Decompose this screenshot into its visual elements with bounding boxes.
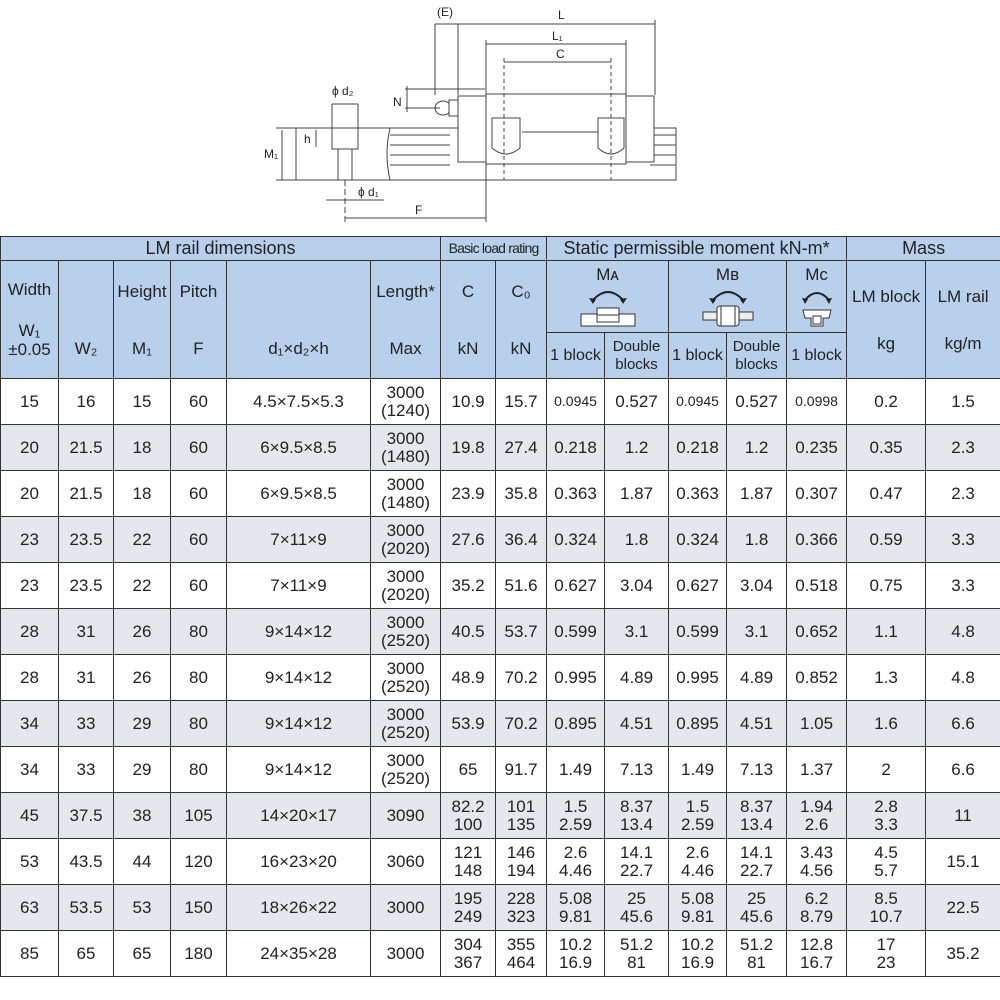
cell-f: 60 [171,425,227,471]
moment-pitch-icon [577,284,639,328]
cell-w2: 16 [59,379,114,425]
dim-label-c: C [556,47,565,61]
cell-c: 304 367 [441,931,496,977]
cell-ma1: 0.0945 [547,379,605,425]
cell-mb2: 4.89 [727,655,787,701]
cell-f: 80 [171,609,227,655]
cell-f: 60 [171,379,227,425]
col-mb-1-block: 1 block [669,333,727,379]
cell-blk: 1.3 [847,655,926,701]
cell-blk: 2.8 3.3 [847,793,926,839]
cell-ma1: 0.627 [547,563,605,609]
cell-ma2: 1.8 [605,517,669,563]
dim-label-n: N [393,95,402,109]
cell-w1: 28 [1,655,59,701]
cell-mb1: 1.5 2.59 [669,793,727,839]
table-row [1,379,1000,425]
cell-dims: 9×14×12 [227,701,371,747]
table-row [1,701,1000,747]
cell-w1: 23 [1,563,59,609]
cell-w2: 37.5 [59,793,114,839]
dim-label-l1: L₁ [552,29,563,43]
cell-blk: 1.6 [847,701,926,747]
cell-ma1: 10.2 16.9 [547,931,605,977]
col-width: Width W₁ ±0.05 [1,261,59,379]
cell-c0: 36.4 [496,517,547,563]
group-static-permissible-moment: Static permissible moment kN-m* [547,237,847,261]
group-mass: Mass [847,237,1000,261]
cell-len: 3000 (2520) [371,609,441,655]
dim-label-d2: ϕ d₂ [332,84,354,98]
cell-blk: 4.5 5.7 [847,839,926,885]
cell-m1: 26 [114,609,171,655]
table-row [1,839,1000,885]
dim-label-f: F [415,203,423,217]
cell-f: 120 [171,839,227,885]
cell-mb2: 3.04 [727,563,787,609]
cell-m1: 53 [114,885,171,931]
cell-len: 3000 (2020) [371,563,441,609]
cell-ma1: 0.895 [547,701,605,747]
cell-mb2: 51.2 81 [727,931,787,977]
cell-ma2: 4.89 [605,655,669,701]
cell-ma2: 1.2 [605,425,669,471]
cell-blk: 17 23 [847,931,926,977]
cell-mc: 12.8 16.7 [787,931,847,977]
cell-blk: 0.47 [847,471,926,517]
cell-mc: 1.05 [787,701,847,747]
cell-c: 27.6 [441,517,496,563]
cell-m1: 38 [114,793,171,839]
cell-mb1: 10.2 16.9 [669,931,727,977]
cell-mb1: 0.599 [669,609,727,655]
cell-ma1: 0.363 [547,471,605,517]
cell-mb2: 3.1 [727,609,787,655]
table-row [1,885,1000,931]
col-w2: W₂ [59,261,114,379]
cell-c: 40.5 [441,609,496,655]
cell-dims: 16×23×20 [227,839,371,885]
cell-dims: 14×20×17 [227,793,371,839]
col-pitch: Pitch F [171,261,227,379]
cell-c: 19.8 [441,425,496,471]
cell-rail: 22.5 [926,885,1000,931]
cell-c: 23.9 [441,471,496,517]
cell-m1: 29 [114,701,171,747]
cell-rail: 4.8 [926,655,1000,701]
cell-w1: 23 [1,517,59,563]
cell-mb2: 25 45.6 [727,885,787,931]
cell-f: 80 [171,747,227,793]
cell-ma1: 0.218 [547,425,605,471]
cell-blk: 2 [847,747,926,793]
table-row [1,931,1000,977]
cell-w1: 28 [1,609,59,655]
cell-dims: 9×14×12 [227,747,371,793]
cell-len: 3000 [371,931,441,977]
table-row [1,517,1000,563]
cell-mb2: 1.8 [727,517,787,563]
col-lm-rail-mass: LM rail kg/m [926,261,1000,379]
cell-c: 82.2 100 [441,793,496,839]
cell-ma2: 8.37 13.4 [605,793,669,839]
cell-ma2: 14.1 22.7 [605,839,669,885]
col-ma: Mᴀ [547,261,669,333]
col-height: Height M₁ [114,261,171,379]
cell-f: 180 [171,931,227,977]
cell-len: 3090 [371,793,441,839]
cell-mb2: 1.87 [727,471,787,517]
cell-c: 10.9 [441,379,496,425]
cell-f: 80 [171,655,227,701]
cell-ma1: 0.599 [547,609,605,655]
cell-mb1: 0.995 [669,655,727,701]
cell-w2: 33 [59,701,114,747]
cell-w1: 63 [1,885,59,931]
col-mb-double-blocks: Double blocks [727,333,787,379]
cell-ma1: 0.995 [547,655,605,701]
cell-mb1: 2.6 4.46 [669,839,727,885]
cell-w1: 20 [1,425,59,471]
dim-label-d1: ϕ d₁ [358,185,379,199]
cell-mc: 0.0998 [787,379,847,425]
cell-c0: 101 135 [496,793,547,839]
cell-m1: 44 [114,839,171,885]
cell-ma2: 3.1 [605,609,669,655]
cell-w2: 33 [59,747,114,793]
cell-w1: 85 [1,931,59,977]
cell-w2: 53.5 [59,885,114,931]
col-lm-block-mass: LM block kg [847,261,926,379]
cell-dims: 24×35×28 [227,931,371,977]
cell-f: 80 [171,701,227,747]
cell-ma1: 0.324 [547,517,605,563]
table-row [1,747,1000,793]
cell-w1: 34 [1,747,59,793]
cell-m1: 26 [114,655,171,701]
cell-w2: 21.5 [59,425,114,471]
cell-c: 65 [441,747,496,793]
cell-mb1: 0.0945 [669,379,727,425]
cell-mc: 1.37 [787,747,847,793]
cell-len: 3000 (2520) [371,747,441,793]
moment-yaw-icon [697,284,759,328]
cell-c0: 70.2 [496,701,547,747]
cell-rail: 4.8 [926,609,1000,655]
cell-ma2: 3.04 [605,563,669,609]
cell-rail: 2.3 [926,471,1000,517]
cell-mb2: 1.2 [727,425,787,471]
col-ma-1-block: 1 block [547,333,605,379]
cell-len: 3000 (1480) [371,471,441,517]
cell-f: 105 [171,793,227,839]
table-row [1,425,1000,471]
cell-rail: 15.1 [926,839,1000,885]
cell-mb2: 8.37 13.4 [727,793,787,839]
cell-w1: 45 [1,793,59,839]
cell-len: 3000 (2020) [371,517,441,563]
cell-ma2: 1.87 [605,471,669,517]
cell-mb2: 14.1 22.7 [727,839,787,885]
cell-ma1: 1.5 2.59 [547,793,605,839]
cell-c0: 51.6 [496,563,547,609]
cell-blk: 8.5 10.7 [847,885,926,931]
cell-ma1: 5.08 9.81 [547,885,605,931]
cell-m1: 18 [114,425,171,471]
cell-mb2: 0.527 [727,379,787,425]
cell-w2: 23.5 [59,563,114,609]
cell-c: 35.2 [441,563,496,609]
col-c: C kN [441,261,496,379]
cell-f: 60 [171,517,227,563]
table-row [1,609,1000,655]
cell-m1: 22 [114,563,171,609]
cell-rail: 1.5 [926,379,1000,425]
cell-c0: 27.4 [496,425,547,471]
cell-ma2: 25 45.6 [605,885,669,931]
cell-rail: 35.2 [926,931,1000,977]
table-row [1,655,1000,701]
cell-f: 60 [171,563,227,609]
cell-len: 3000 (2520) [371,655,441,701]
cell-ma2: 0.527 [605,379,669,425]
cell-f: 150 [171,885,227,931]
cell-len: 3000 [371,885,441,931]
cell-c0: 228 323 [496,885,547,931]
col-length: Length* Max [371,261,441,379]
cell-c0: 15.7 [496,379,547,425]
cell-ma1: 2.6 4.46 [547,839,605,885]
col-dims: d₁×d₂×h [227,261,371,379]
cell-mc: 0.652 [787,609,847,655]
cell-mc: 0.366 [787,517,847,563]
moment-roll-icon [797,284,837,328]
cell-c: 53.9 [441,701,496,747]
cell-blk: 0.59 [847,517,926,563]
cell-ma2: 7.13 [605,747,669,793]
dim-label-e: (E) [437,5,453,19]
table-row [1,471,1000,517]
cell-mb1: 0.324 [669,517,727,563]
cell-m1: 29 [114,747,171,793]
cell-dims: 4.5×7.5×5.3 [227,379,371,425]
cell-rail: 6.6 [926,747,1000,793]
dim-label-l: L [558,8,565,22]
cell-w2: 43.5 [59,839,114,885]
col-mc: Mᴄ [787,261,847,333]
cell-m1: 18 [114,471,171,517]
cell-blk: 1.1 [847,609,926,655]
col-c0: C₀ kN [496,261,547,379]
cell-w1: 53 [1,839,59,885]
cell-c0: 146 194 [496,839,547,885]
cell-mb1: 0.627 [669,563,727,609]
cell-rail: 2.3 [926,425,1000,471]
cell-rail: 3.3 [926,517,1000,563]
dim-label-h: h [304,132,311,146]
cell-mc: 1.94 2.6 [787,793,847,839]
cell-mc: 6.2 8.79 [787,885,847,931]
cell-c: 121 148 [441,839,496,885]
table-body [1,379,1000,977]
cell-len: 3060 [371,839,441,885]
cell-m1: 65 [114,931,171,977]
cell-c: 195 249 [441,885,496,931]
cell-f: 60 [171,471,227,517]
cell-w2: 21.5 [59,471,114,517]
cell-mb1: 1.49 [669,747,727,793]
lm-guide-spec-table [0,236,1000,977]
cell-dims: 6×9.5×8.5 [227,471,371,517]
cell-dims: 18×26×22 [227,885,371,931]
cell-ma1: 1.49 [547,747,605,793]
col-mc-1-block: 1 block [787,333,847,379]
cell-ma2: 51.2 81 [605,931,669,977]
cell-ma2: 4.51 [605,701,669,747]
cell-dims: 9×14×12 [227,655,371,701]
col-mb: Mʙ [669,261,787,333]
cell-rail: 11 [926,793,1000,839]
lm-guide-dimension-drawing [250,0,700,230]
cell-c0: 91.7 [496,747,547,793]
col-ma-double-blocks: Double blocks [605,333,669,379]
cell-rail: 6.6 [926,701,1000,747]
cell-mb1: 0.363 [669,471,727,517]
cell-mc: 0.307 [787,471,847,517]
cell-mb1: 5.08 9.81 [669,885,727,931]
table-row [1,563,1000,609]
cell-blk: 0.35 [847,425,926,471]
cell-mc: 0.518 [787,563,847,609]
cell-c: 48.9 [441,655,496,701]
cell-mc: 3.43 4.56 [787,839,847,885]
cell-mb1: 0.218 [669,425,727,471]
cell-m1: 15 [114,379,171,425]
cell-w2: 31 [59,655,114,701]
cell-w1: 15 [1,379,59,425]
cell-len: 3000 (1480) [371,425,441,471]
cell-mb2: 4.51 [727,701,787,747]
cell-w1: 34 [1,701,59,747]
cell-mc: 0.235 [787,425,847,471]
cell-dims: 6×9.5×8.5 [227,425,371,471]
cell-mb1: 0.895 [669,701,727,747]
cell-w2: 31 [59,609,114,655]
cell-w2: 65 [59,931,114,977]
group-lm-rail-dimensions: LM rail dimensions [1,237,441,261]
cell-len: 3000 (1240) [371,379,441,425]
table-row [1,793,1000,839]
cell-m1: 22 [114,517,171,563]
cell-len: 3000 (2520) [371,701,441,747]
cell-dims: 9×14×12 [227,609,371,655]
group-basic-load-rating: Basic load rating [441,237,547,261]
cell-mb2: 7.13 [727,747,787,793]
cell-c0: 35.8 [496,471,547,517]
cell-mc: 0.852 [787,655,847,701]
cell-w2: 23.5 [59,517,114,563]
cell-dims: 7×11×9 [227,517,371,563]
cell-c0: 70.2 [496,655,547,701]
dim-label-m1: M₁ [264,147,279,161]
cell-c0: 53.7 [496,609,547,655]
cell-rail: 3.3 [926,563,1000,609]
cell-dims: 7×11×9 [227,563,371,609]
cell-w1: 20 [1,471,59,517]
cell-c0: 355 464 [496,931,547,977]
cell-blk: 0.75 [847,563,926,609]
cell-blk: 0.2 [847,379,926,425]
